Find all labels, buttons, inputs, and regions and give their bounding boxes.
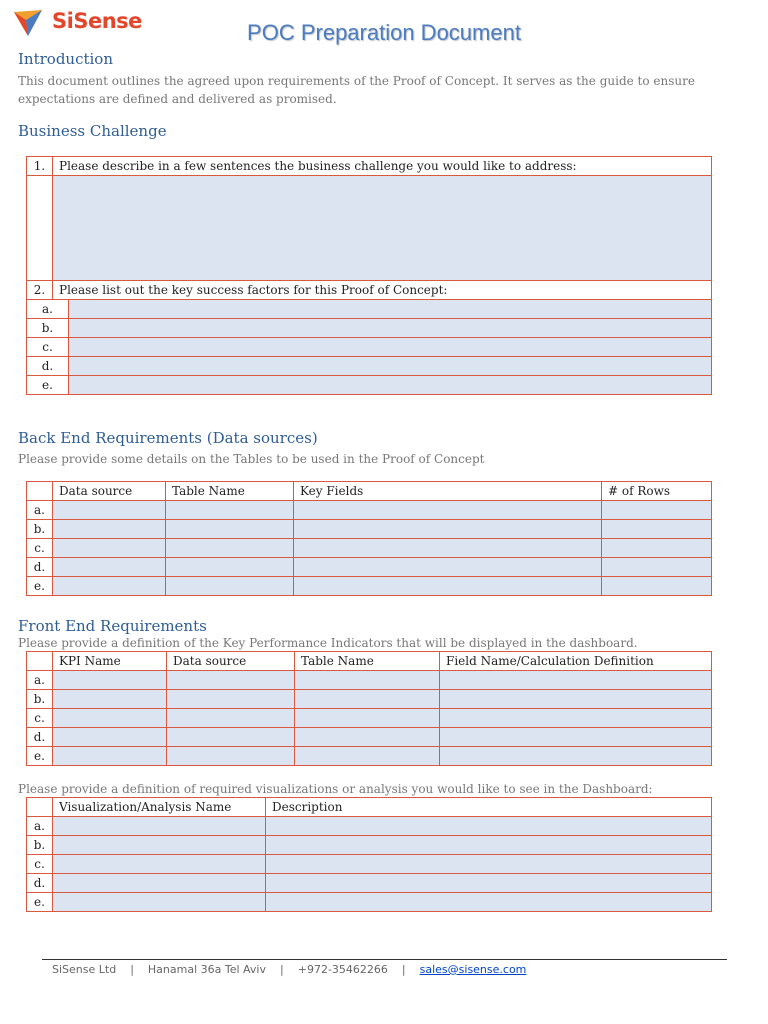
footer-divider xyxy=(42,959,727,960)
table-cell[interactable] xyxy=(53,539,166,558)
row-letter: b. xyxy=(27,836,53,855)
intro-line-1: This document outlines the agreed upon requirements of the Proof of Concept. It serves as the guide to ensure xyxy=(18,74,695,88)
table-cell[interactable] xyxy=(166,577,294,596)
intro-line-2: expectations are defined and delivered as promised. xyxy=(18,92,337,106)
success-factor-c-field[interactable] xyxy=(69,338,712,357)
table-cell[interactable] xyxy=(440,709,712,728)
row-letter: b. xyxy=(27,319,69,338)
table-cell[interactable] xyxy=(53,855,266,874)
success-factor-e-field[interactable] xyxy=(69,376,712,395)
col-header: Description xyxy=(266,798,712,817)
row-letter: d. xyxy=(27,728,53,747)
visual-desc: Please provide a definition of required visualizations or analysis you would like to see in the Dashboard: xyxy=(18,782,653,796)
table-cell[interactable] xyxy=(166,558,294,577)
frontend-heading: Front End Requirements xyxy=(18,617,207,635)
footer xyxy=(52,963,526,976)
col-header: KPI Name xyxy=(53,652,167,671)
row-letter: d. xyxy=(27,357,69,376)
footer-separator: | xyxy=(130,963,134,976)
col-header: Key Fields xyxy=(294,482,602,501)
table-cell[interactable] xyxy=(294,539,602,558)
business-table xyxy=(26,156,712,395)
frontend-table xyxy=(26,651,712,766)
table-cell[interactable] xyxy=(166,539,294,558)
row-letter: c. xyxy=(27,338,69,357)
row-letter: d. xyxy=(27,558,53,577)
q1-spacer xyxy=(27,176,53,281)
col-header: Data source xyxy=(167,652,295,671)
row-letter: a. xyxy=(27,300,69,319)
table-cell[interactable] xyxy=(294,501,602,520)
row-letter: e. xyxy=(27,577,53,596)
table-cell[interactable] xyxy=(167,747,295,766)
footer-address: Hanamal 36a Tel Aviv xyxy=(147,963,267,976)
row-letter: c. xyxy=(27,709,53,728)
table-cell[interactable] xyxy=(602,501,712,520)
table-cell[interactable] xyxy=(53,520,166,539)
table-cell[interactable] xyxy=(53,836,266,855)
footer-company: SiSense Ltd xyxy=(52,963,117,976)
table-cell[interactable] xyxy=(53,671,167,690)
row-letter: d. xyxy=(27,874,53,893)
table-cell[interactable] xyxy=(602,577,712,596)
business-heading: Business Challenge xyxy=(18,122,167,140)
table-cell[interactable] xyxy=(295,671,440,690)
frontend-desc: Please provide a definition of the Key Performance Indicators that will be displayed in the dashboard. xyxy=(18,636,638,650)
success-factor-b-field[interactable] xyxy=(69,319,712,338)
table-cell[interactable] xyxy=(167,709,295,728)
table-cell[interactable] xyxy=(167,671,295,690)
col-header: Data source xyxy=(53,482,166,501)
logo-wordmark: SiSense xyxy=(52,9,142,33)
table-cell[interactable] xyxy=(602,558,712,577)
header-corner xyxy=(27,652,53,671)
table-cell[interactable] xyxy=(440,728,712,747)
footer-separator: | xyxy=(280,963,284,976)
q2-number: 2. xyxy=(27,281,53,300)
table-cell[interactable] xyxy=(53,874,266,893)
backend-table xyxy=(26,481,712,596)
page-title: POC Preparation Document xyxy=(247,20,521,45)
table-cell[interactable] xyxy=(53,690,167,709)
table-cell[interactable] xyxy=(295,709,440,728)
row-letter: b. xyxy=(27,690,53,709)
row-letter: c. xyxy=(27,855,53,874)
row-letter: e. xyxy=(27,376,69,395)
q1-number: 1. xyxy=(27,157,53,176)
row-letter: e. xyxy=(27,893,53,912)
col-header: Table Name xyxy=(166,482,294,501)
table-cell[interactable] xyxy=(294,558,602,577)
table-cell[interactable] xyxy=(53,747,167,766)
table-cell[interactable] xyxy=(53,893,266,912)
intro-heading: Introduction xyxy=(18,50,113,68)
success-factor-a-field[interactable] xyxy=(69,300,712,319)
table-cell[interactable] xyxy=(266,855,712,874)
row-letter: b. xyxy=(27,520,53,539)
table-cell[interactable] xyxy=(266,893,712,912)
table-cell[interactable] xyxy=(440,690,712,709)
table-cell[interactable] xyxy=(602,520,712,539)
table-cell[interactable] xyxy=(266,836,712,855)
footer-separator: | xyxy=(401,963,406,976)
table-cell[interactable] xyxy=(53,817,266,836)
col-header: Table Name xyxy=(295,652,440,671)
visual-table xyxy=(26,797,712,912)
col-header: Visualization/Analysis Name xyxy=(53,798,266,817)
q1-text: Please describe in a few sentences the business challenge you would like to address: xyxy=(53,157,712,176)
table-cell[interactable] xyxy=(53,728,167,747)
table-cell[interactable] xyxy=(167,728,295,747)
backend-heading: Back End Requirements (Data sources) xyxy=(18,429,318,447)
table-cell[interactable] xyxy=(166,520,294,539)
footer-email-link[interactable]: sales@sisense.com xyxy=(419,963,527,976)
row-letter: a. xyxy=(27,671,53,690)
col-header: Field Name/Calculation Definition xyxy=(440,652,712,671)
table-cell[interactable] xyxy=(53,558,166,577)
table-cell[interactable] xyxy=(294,520,602,539)
table-cell[interactable] xyxy=(53,577,166,596)
row-letter: a. xyxy=(27,817,53,836)
header-corner xyxy=(27,482,53,501)
table-cell[interactable] xyxy=(294,577,602,596)
q1-answer-field[interactable] xyxy=(53,176,712,281)
table-cell[interactable] xyxy=(440,747,712,766)
table-cell[interactable] xyxy=(295,747,440,766)
table-cell[interactable] xyxy=(266,874,712,893)
table-cell[interactable] xyxy=(602,539,712,558)
table-cell[interactable] xyxy=(167,690,295,709)
footer-phone: +972-35462266 xyxy=(297,963,388,976)
header-corner xyxy=(27,798,53,817)
table-cell[interactable] xyxy=(440,671,712,690)
table-cell[interactable] xyxy=(53,501,166,520)
backend-desc: Please provide some details on the Tables to be used in the Proof of Concept xyxy=(18,452,485,466)
success-factor-d-field[interactable] xyxy=(69,357,712,376)
table-cell[interactable] xyxy=(53,709,167,728)
row-letter: c. xyxy=(27,539,53,558)
table-cell[interactable] xyxy=(295,728,440,747)
table-cell[interactable] xyxy=(295,690,440,709)
q2-text: Please list out the key success factors for this Proof of Concept: xyxy=(53,281,712,300)
row-letter: a. xyxy=(27,501,53,520)
table-cell[interactable] xyxy=(266,817,712,836)
row-letter: e. xyxy=(27,747,53,766)
intro-text xyxy=(18,72,738,108)
col-header: # of Rows xyxy=(602,482,712,501)
table-cell[interactable] xyxy=(166,501,294,520)
